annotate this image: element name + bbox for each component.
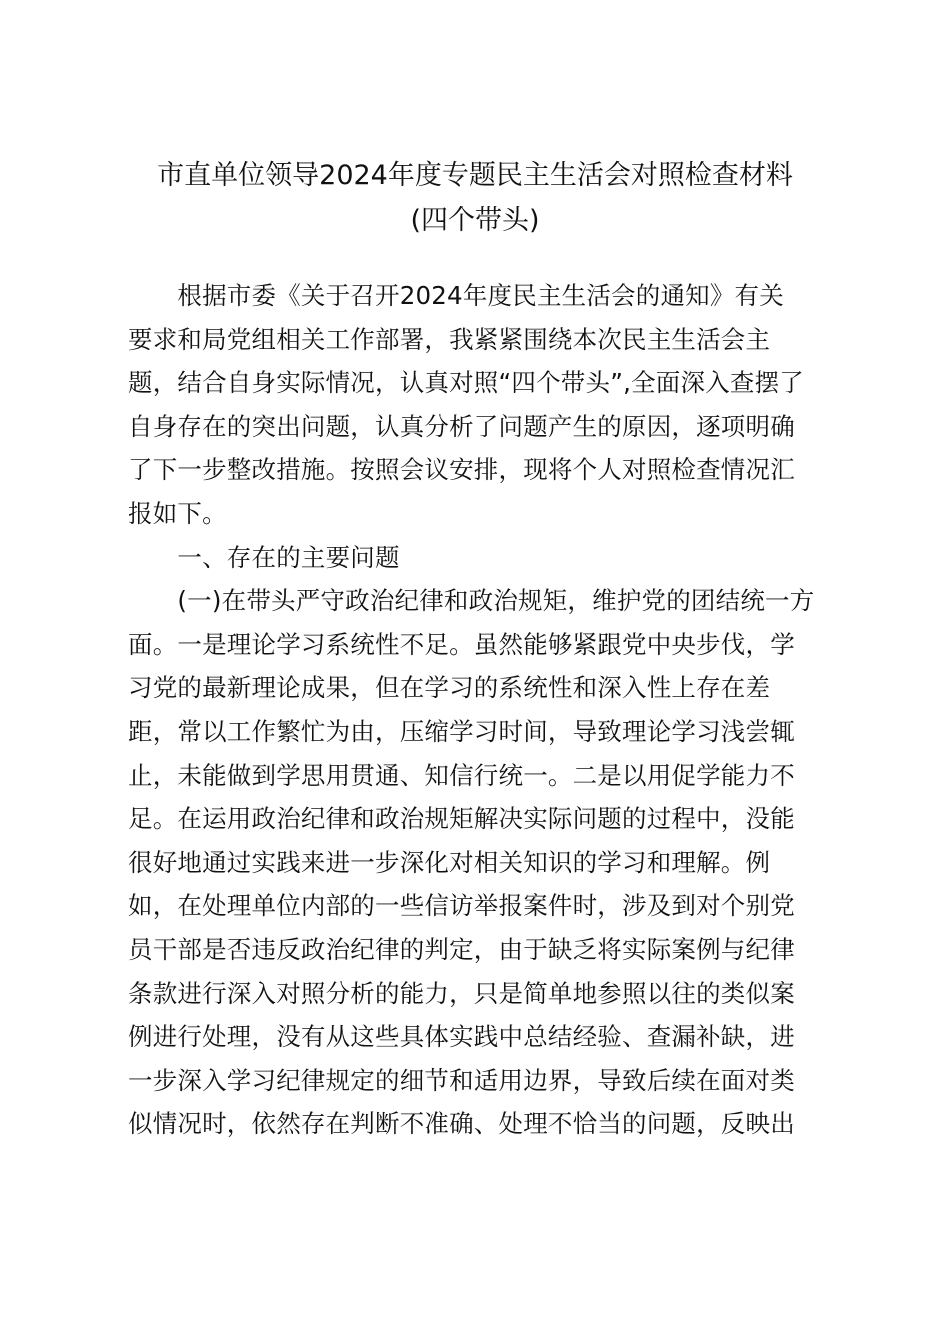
body-line: 止，未能做到学思用贯通、知信行统一。二是以用促学能力不 — [128, 760, 795, 790]
body-line: 自身存在的突出问题，认真分析了问题产生的原因，逐项明确 — [128, 411, 795, 441]
body-line: 员干部是否违反政治纪律的判定，由于缺乏将实际案例与纪律 — [128, 934, 795, 964]
body-line: 要求和局党组相关工作部署，我紧紧围绕本次民主生活会主 — [128, 324, 771, 354]
section-heading: 一、存在的主要问题 — [128, 542, 400, 572]
body-line: 如，在处理单位内部的一些信访举报案件时，涉及到对个别党 — [128, 891, 795, 921]
body-line: 了下一步整改措施。按照会议安排，现将个人对照检查情况汇 — [128, 455, 795, 485]
document-title-line-1: 市直单位领导2024年度专题民主生活会对照检查材料 — [157, 160, 793, 191]
body-line: 似情况时，依然存在判断不准确、处理不恰当的问题，反映出 — [128, 1109, 795, 1139]
body-line: 条款进行深入对照分析的能力，只是简单地参照以往的类似案 — [128, 978, 795, 1008]
body-line: 题，结合自身实际情况，认真对照“四个带头”,全面深入查摆了 — [128, 368, 804, 398]
body-line: 一步深入学习纪律规定的细节和适用边界，导致后续在面对类 — [128, 1065, 795, 1095]
document-body — [128, 274, 828, 1146]
body-line: 足。在运用政治纪律和政治规矩解决实际问题的过程中，没能 — [128, 804, 795, 834]
document-title-line-2: (四个带头) — [410, 205, 540, 236]
body-line: 例进行处理，没有从这些具体实践中总结经验、查漏补缺，进 — [128, 1022, 795, 1052]
body-line: 面。一是理论学习系统性不足。虽然能够紧跟党中央步伐，学 — [128, 629, 795, 659]
body-line: 根据市委《关于召开2024年度民主生活会的通知》有关 — [128, 281, 784, 310]
body-line: 很好地通过实践来进一步深化对相关知识的学习和理解。例 — [128, 847, 771, 877]
body-line: 报如下。 — [128, 498, 227, 528]
body-line: 习党的最新理论成果，但在学习的系统性和深入性上存在差 — [128, 673, 771, 703]
body-line: 距，常以工作繁忙为由，压缩学习时间，导致理论学习浅尝辄 — [128, 716, 795, 746]
body-line: (一)在带头严守政治纪律和政治规矩，维护党的团结统一方 — [128, 586, 815, 616]
